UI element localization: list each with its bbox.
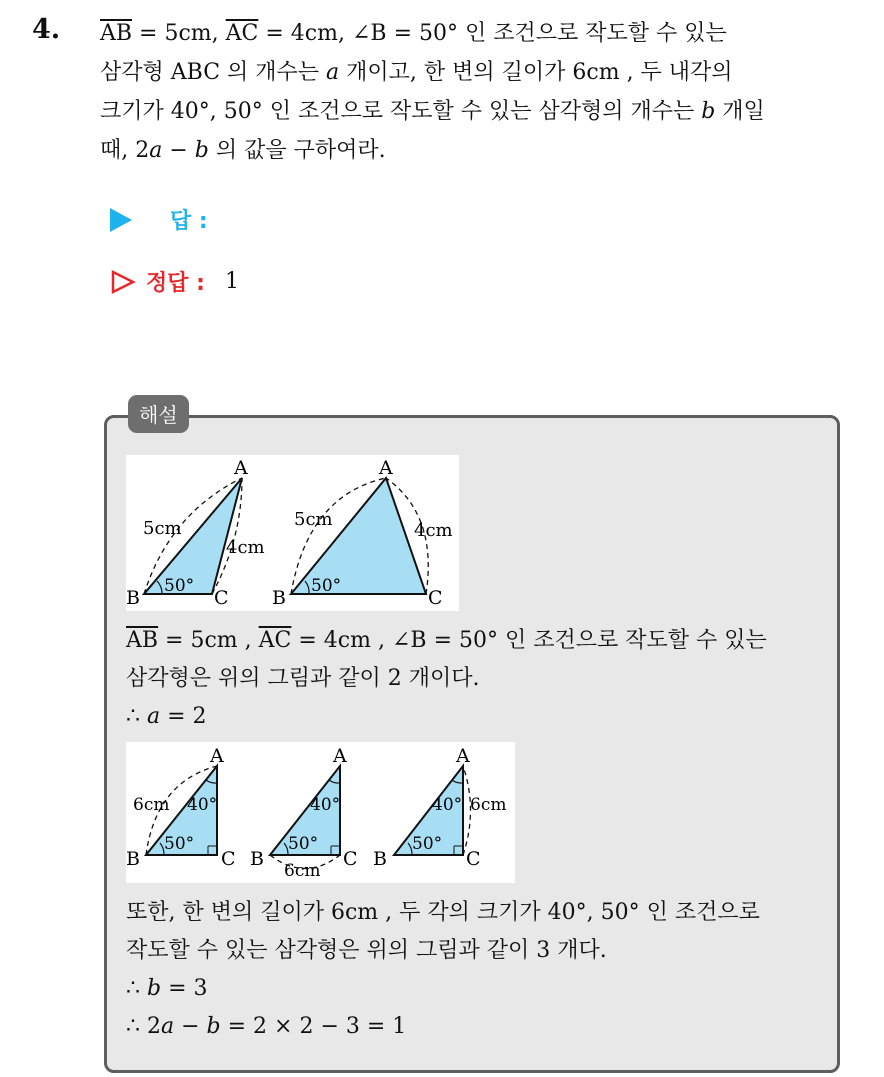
text-span: 크기가 40°, 50° 인 조건으로 작도할 수 있는 삼각형의 개수는 (100, 99, 702, 124)
explanation-line: 삼각형은 위의 그림과 같이 2 개이다. (126, 666, 480, 691)
explanation-line (126, 698, 767, 736)
problem-line-1 (100, 14, 865, 53)
outline-triangle-icon (110, 269, 136, 295)
angle-label-50: 50° (288, 834, 319, 854)
angle-label-40: 40° (310, 795, 341, 815)
vertex-label-c: C (466, 848, 481, 870)
problem-text (100, 14, 865, 170)
length-label-4cm: 4cm (226, 537, 265, 558)
vertex-label-a: A (379, 457, 393, 479)
length-label-5cm: 5cm (143, 518, 182, 539)
figure-triangles-6cm-40-50 (126, 742, 515, 883)
explanation-part-1 (126, 622, 767, 736)
angle-label-40: 40° (432, 795, 463, 815)
explanation-line (126, 622, 767, 660)
text-span: = 3 (161, 976, 208, 1001)
explanation-line: 작도할 수 있는 삼각형은 위의 그림과 같이 3 개다. (126, 938, 607, 963)
segment-ab: $\overline{AB}$ (100, 21, 133, 46)
length-label-6cm: 6cm (284, 861, 321, 881)
play-triangle-icon (110, 208, 132, 232)
explanation-line (126, 970, 760, 1008)
vertex-label-a: A (210, 745, 224, 767)
segment-ac: $\overline{AC}$ (258, 628, 292, 653)
text-span: = 4cm, ∠B = 50° 인 조건으로 작도할 수 있는 (258, 21, 727, 46)
figure-triangles-ab5-ac4 (126, 455, 459, 611)
explanation-line: 또한, 한 변의 길이가 6cm , 두 각의 크기가 40°, 50° 인 조건으로 (126, 900, 760, 925)
explanation-tag: 해설 (128, 395, 189, 433)
text-span: − (162, 138, 195, 163)
correct-answer-row (110, 266, 239, 297)
explanation-part-2 (126, 894, 760, 1046)
text-span: − (174, 1014, 207, 1039)
angle-label-50: 50° (164, 576, 195, 596)
vertex-label-a: A (333, 745, 347, 767)
length-label-4cm: 4cm (414, 520, 453, 541)
var-b: b (147, 976, 162, 1001)
text-span: = 2 × 2 − 3 = 1 (220, 1014, 407, 1039)
correct-answer-value: 1 (224, 269, 239, 294)
var-a: a (161, 1014, 175, 1039)
text-span: 개일 (715, 99, 765, 124)
vertex-label-c: C (428, 587, 443, 609)
text-span: ∴ 2 (126, 1014, 161, 1039)
vertex-label-b: B (272, 587, 286, 609)
var-a: a (147, 704, 161, 729)
problem-number: 4. (32, 14, 61, 45)
text-span: 의 값을 구하여라. (208, 138, 386, 163)
text-span: = 2 (160, 704, 207, 729)
vertex-label-b: B (250, 848, 264, 870)
vertex-label-b: B (373, 848, 387, 870)
text-span: = 5cm , (158, 628, 259, 653)
text-span: ∴ (126, 976, 147, 1001)
figure-1-svg (126, 455, 459, 611)
problem-line-3 (100, 92, 865, 131)
var-b: b (194, 138, 209, 163)
vertex-label-b: B (126, 587, 140, 609)
answer-label: 답 : (170, 209, 208, 234)
vertex-label-c: C (221, 848, 236, 870)
angle-label-50: 50° (164, 834, 195, 854)
correct-answer-label: 정답 : (146, 271, 205, 296)
answer-row (110, 204, 208, 235)
var-a: a (326, 60, 340, 85)
vertex-label-a: A (456, 745, 470, 767)
var-a: a (149, 138, 163, 163)
segment-ac: $\overline{AC}$ (225, 21, 259, 46)
explanation-line (126, 1008, 760, 1046)
length-label-6cm: 6cm (133, 795, 170, 815)
angle-label-40: 40° (187, 795, 218, 815)
text-span: 삼각형 ABC 의 개수는 (100, 60, 327, 85)
vertex-label-b: B (126, 848, 140, 870)
length-label-5cm: 5cm (294, 509, 333, 530)
text-span: 개이고, 한 변의 길이가 6cm , 두 내각의 (339, 60, 733, 85)
angle-label-50: 50° (311, 576, 342, 596)
text-span: = 4cm , ∠B = 50° 인 조건으로 작도할 수 있는 (291, 628, 767, 653)
problem-line-4 (100, 131, 865, 170)
text-span: = 5cm, (132, 21, 226, 46)
text-span: 때, 2 (100, 138, 150, 163)
var-b: b (701, 99, 716, 124)
figure-2-svg (126, 742, 515, 883)
text-span: ∴ (126, 704, 147, 729)
vertex-label-c: C (214, 587, 229, 609)
vertex-label-a: A (234, 457, 248, 479)
angle-label-50: 50° (412, 834, 443, 854)
var-b: b (206, 1014, 221, 1039)
segment-ab: $\overline{AB}$ (126, 628, 159, 653)
length-label-6cm: 6cm (470, 795, 507, 815)
vertex-label-c: C (343, 848, 358, 870)
problem-line-2 (100, 53, 865, 92)
